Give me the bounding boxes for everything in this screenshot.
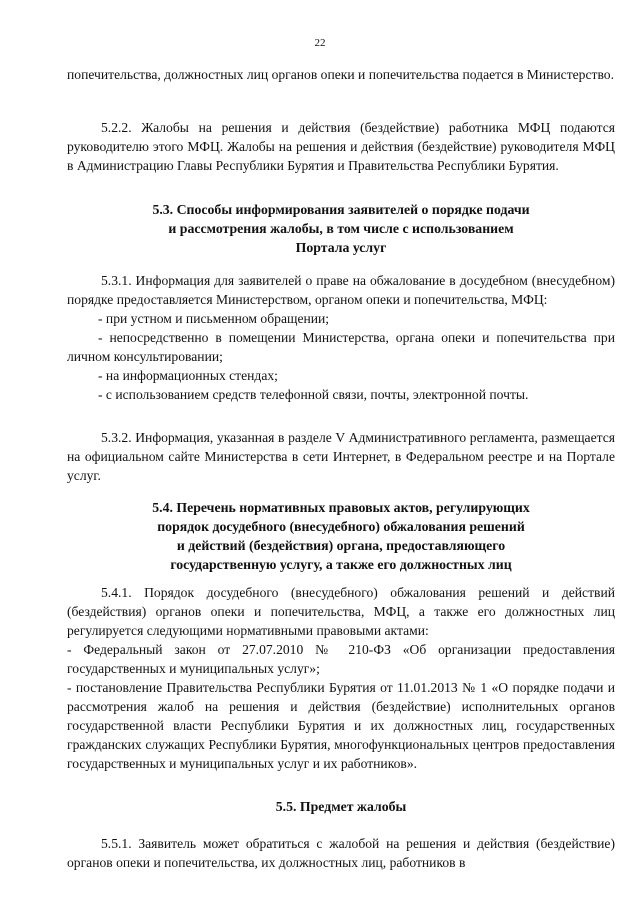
paragraph-5-2-2-text: 5.2.2. Жалобы на решения и действия (бездействие) работника МФЦ подаются руководителю этого МФЦ. Жалобы на решения и действия (бездействие) руководителя МФЦ в Администрацию Главы Республики Бурятия и Правительства Республики Бурятия. (67, 120, 615, 173)
list-item: - постановление Правительства Республики Бурятия от 11.01.2013 № 1 «О порядке подачи и рассмотрения жалоб на решения и действия (бездействие) исполнительных органов государственной власти Республики Бурятия и их должностных лиц, государственных гражданских служащих Республики Бурятия, многофункциональных центров предоставления государственных и муниципальных услуг и их работников». (67, 680, 615, 771)
heading-5-4-line: государственную услугу, а также его должностных лиц (170, 557, 512, 572)
heading-5-3 (67, 200, 615, 257)
paragraph-intro-text: попечительства, должностных лиц органов опеки и попечительства подается в Министерство. (67, 67, 614, 82)
paragraph-5-4-1-text: 5.4.1. Порядок досудебного (внесудебного) обжалования решений и действий (бездействия) органов опеки и попечительства, МФЦ, а также его должностных лиц регулируется следующими нормативными правовыми актами: (67, 585, 615, 638)
paragraph-5-5-1 (67, 834, 615, 872)
paragraph-intro (67, 65, 615, 84)
list-item: - на информационных стендах; (98, 368, 278, 383)
paragraph-5-2-2 (67, 118, 615, 175)
paragraph-5-5-1-text: 5.5.1. Заявитель может обратиться с жалобой на решения и действия (бездействие) органов опеки и попечительства, их должностных лиц, работников в (67, 836, 615, 870)
page-number: 22 (314, 37, 326, 49)
heading-5-4-line: и действий (бездействия) органа, предоставляющего (176, 538, 506, 553)
list-item: - при устном и письменном обращении; (98, 311, 330, 326)
list-item: - Федеральный закон от 27.07.2010 № 210-ФЗ «Об организации предоставления государственных и муниципальных услуг»; (67, 642, 615, 676)
heading-5-3-line: 5.3. Способы информирования заявителей о порядке подачи (152, 202, 530, 217)
heading-5-4 (67, 498, 615, 574)
heading-5-4-line: порядок досудебного (внесудебного) обжалования решений (157, 519, 525, 534)
paragraph-5-3-2 (67, 428, 615, 485)
list-item: - непосредственно в помещении Министерства, органа опеки и попечительства при личном консультировании; (67, 330, 615, 364)
paragraph-5-3-1-text: 5.3.1. Информация для заявителей о праве на обжалование в досудебном (внесудебном) порядке предоставляется Министерством, органом опеки и попечительства, МФЦ: (67, 273, 615, 307)
paragraph-5-3-1 (67, 271, 615, 404)
heading-5-5-line: 5.5. Предмет жалобы (275, 799, 407, 814)
heading-5-5 (67, 797, 615, 816)
list-item: - с использованием средств телефонной связи, почты, электронной почты. (98, 387, 529, 402)
heading-5-4-line: 5.4. Перечень нормативных правовых актов, регулирующих (152, 500, 530, 515)
heading-5-3-line: Портала услуг (295, 240, 387, 255)
paragraph-5-3-2-text: 5.3.2. Информация, указанная в разделе V Административного регламента, размещается на официальном сайте Министерства в сети Интернет, в Федеральном реестре и на Портале услуг. (67, 430, 615, 483)
paragraph-5-4-1 (67, 583, 615, 773)
heading-5-3-line: и рассмотрения жалобы, в том числе с использованием (168, 221, 514, 236)
